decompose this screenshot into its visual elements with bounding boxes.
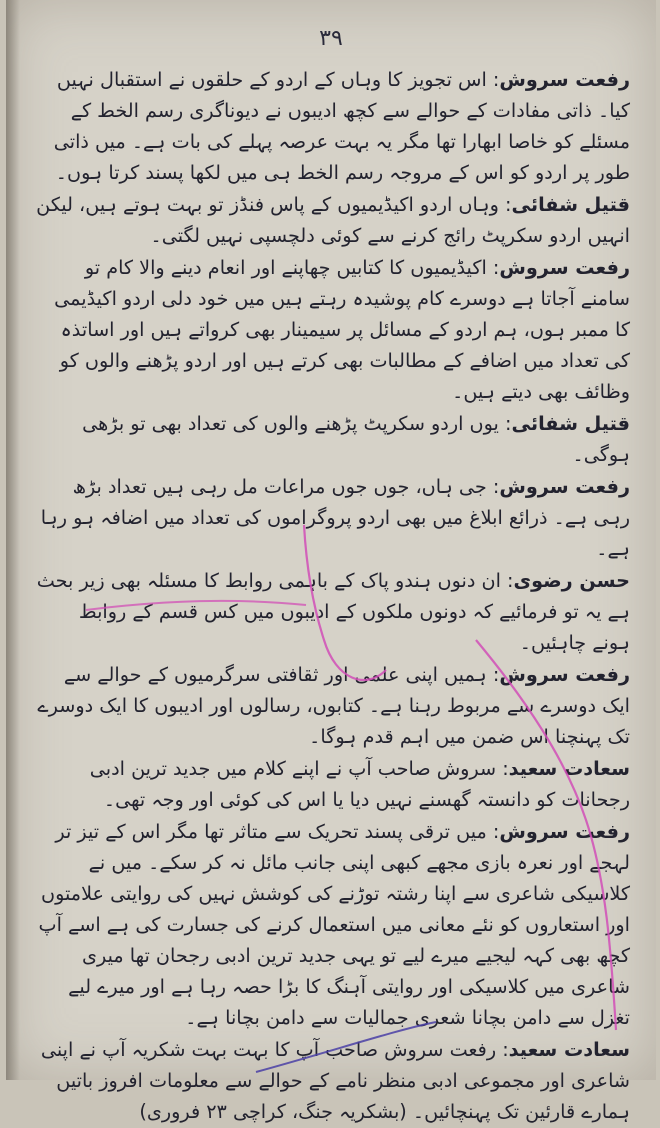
- paragraph-5: [36, 471, 630, 564]
- speaker-name: حسن رضوی: [513, 569, 630, 592]
- document-page: [6, 0, 656, 1123]
- speaker-name: قتیل شفائی: [511, 412, 630, 435]
- paragraph-1: [36, 64, 630, 188]
- paragraph-4: [36, 408, 630, 470]
- speaker-name: سعادت سعید: [508, 757, 630, 780]
- paragraph-9: [36, 816, 630, 1033]
- paragraph-text: : ہمیں اپنی علمی اور ثقافتی سرگرمیوں کے حوالے سے ایک دوسرے سے مربوط رہنا ہے۔ کتابوں، رسالوں اور ادیبوں کا ایک دوسرے تک پہنچنا اس ضمن میں اہم قدم ہوگا۔: [37, 663, 630, 748]
- speaker-name: سعادت سعید: [508, 1038, 630, 1061]
- speaker-name: رفعت سروش: [499, 68, 630, 91]
- page-number: ۳۹: [319, 26, 343, 51]
- paragraph-text: : رفعت سروش صاحب آپ کا بہت بہت شکریہ آپ نے اپنی شاعری اور مجموعی ادبی منظر نامے کے حوالے سے معلومات افروز باتیں ہمارے قارئین تک پہنچائیں۔ (بشکریہ جنگ، کراچی ۲۳ فروری): [40, 1038, 630, 1123]
- paragraph-7: [36, 659, 630, 752]
- paragraph-text: : اس تجویز کا وہاں کے اردو کے حلقوں نے استقبال نہیں کیا۔ ذاتی مفادات کے حوالے سے کچھ ادیبوں نے دیوناگری رسم الخط کے مسئلے کو خاصا ابھارا تھا مگر یہ بہت عرصہ پہلے کی بات ہے۔ میں ذاتی طور پر اردو کو اس کے مروجہ رسم الخط ہی میں لکھا پسند کرتا ہوں۔: [53, 68, 630, 184]
- speaker-name: رفعت سروش: [499, 820, 630, 843]
- paragraph-8: [36, 753, 630, 815]
- paragraph-text: : سروش صاحب آپ نے اپنے کلام میں جدید ترین ادبی رجحانات کو دانستہ گھسنے نہیں دیا یا اس کی کوئی اور وجہ تھی۔: [89, 757, 630, 811]
- paragraph-text: : یوں اردو سکرپٹ پڑھنے والوں کی تعداد بھی تو بڑھی ہوگی۔: [82, 412, 630, 466]
- speaker-name: رفعت سروش: [499, 663, 630, 686]
- paragraph-text: : جی ہاں، جوں جوں مراعات مل رہی ہیں تعداد بڑھ رہی ہے۔ ذرائع ابلاغ میں بھی اردو پروگراموں کی تعداد میں اضافہ ہو رہا ہے۔: [40, 475, 630, 560]
- paragraph-text: : ان دنوں ہندو پاک کے باہمی روابط کا مسئلہ بھی زیر بحث ہے یہ تو فرمائیے کہ دونوں ملکوں کے ادیبوں میں کس قسم کے روابط ہونے چاہئیں۔: [36, 569, 630, 654]
- paragraph-text: : وہاں اردو اکیڈیمیوں کے پاس فنڈز تو بہت ہوتے ہیں، لیکن انہیں اردو سکرپٹ رائج کرنے سے کوئی دلچسپی نہیں لگتی۔: [36, 193, 630, 247]
- speaker-name: قتیل شفائی: [511, 193, 630, 216]
- paragraph-text: : میں ترقی پسند تحریک سے متاثر تھا مگر اس کے تیز تر لہجے اور نعرہ بازی مجھے کبھی اپنی جانب مائل نہ کر سکے۔ میں نے کلاسیکی شاعری سے اپنا رشتہ توڑنے کی کوشش نہیں کی روایتی علامتوں اور استعاروں کو نئے معانی میں استعمال کرنے کی جسارت کی ہے اسے آپ کچھ بھی کہہ لیجیے میرے لیے تو یہی جدید ترین ادبی رجحان تھا میری شاعری میں کلاسیکی اور روایتی آہنگ کا بڑا حصہ رہا ہے اور میرے لیے تغزل سے دامن بچانا شعری جمالیات سے دامن بچانا ہے۔: [38, 820, 630, 1029]
- paragraph-2: [36, 189, 630, 251]
- speaker-name: رفعت سروش: [499, 256, 630, 279]
- paragraph-10: [36, 1034, 630, 1127]
- speaker-name: رفعت سروش: [499, 475, 630, 498]
- paragraph-6: [36, 565, 630, 658]
- paragraph-3: [36, 252, 630, 407]
- paragraph-text: : اکیڈیمیوں کا کتابیں چھاپنے اور انعام دینے والا کام تو سامنے آجاتا ہے دوسرے کام پوشیدہ رہتے ہیں میں خود دلی اردو اکیڈیمی کا ممبر ہوں، ہم اردو کے مسائل پر سیمینار بھی کرواتے ہیں اور اساتذہ کی تعداد میں اضافے کے مطالبات بھی کرتے ہیں اور اردو پڑھنے والوں کو وظائف بھی دیتے ہیں۔: [54, 256, 630, 403]
- interview-text: [36, 64, 630, 1128]
